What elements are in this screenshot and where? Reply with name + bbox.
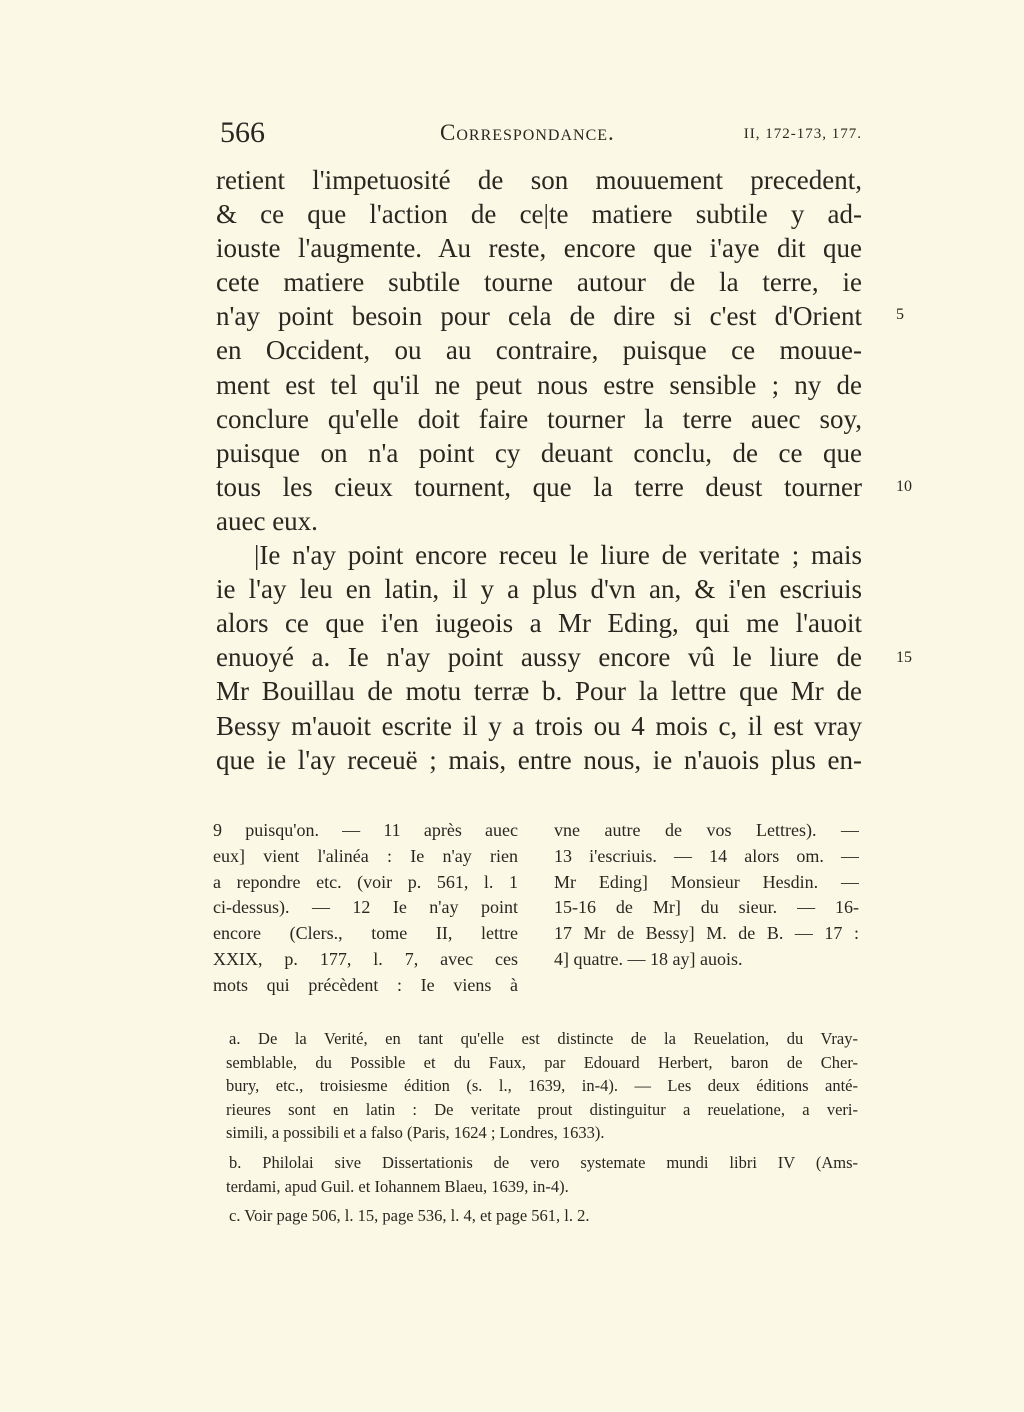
text-line: conclure qu'elle doit faire tourner la terre auec soy, bbox=[216, 403, 862, 434]
text-line: ie l'ay leu en latin, il y a plus d'vn an, & i'en escriuis bbox=[216, 574, 862, 605]
footnote-line: semblable, du Possible et du Faux, par Edouard Herbert, baron de Cher- bbox=[226, 1052, 858, 1072]
source-reference: II, 172-173, 177. bbox=[743, 126, 862, 142]
variant-line: vne autre de vos Lettres). — bbox=[554, 820, 859, 840]
variant-line: Mr Eding] Monsieur Hesdin. — bbox=[554, 871, 859, 892]
text-line: Bessy m'auoit escrite il y a trois ou 4 mois c, il est vray bbox=[216, 710, 862, 741]
footnote-line: b. Philolai sive Dissertationis de vero systemate mundi libri IV (Ams- bbox=[229, 1152, 858, 1172]
footnote-b bbox=[226, 1151, 858, 1198]
variant-line: 13 i'escriuis. — 14 alors om. — bbox=[554, 845, 859, 866]
text-line: & ce que l'action de ce|te matiere subtile y ad- bbox=[216, 199, 862, 230]
footnote-line: a. De la Verité, en tant qu'elle est distincte de la Reuelation, du Vray- bbox=[229, 1029, 858, 1048]
text-line: cete matiere subtile tourne autour de la terre, ie bbox=[216, 267, 862, 298]
variants-left-column bbox=[213, 818, 518, 999]
variant-line: mots qui précèdent : Ie viens à bbox=[213, 974, 518, 995]
variants-right-column bbox=[554, 818, 859, 973]
text-line: n'ay point besoin pour cela de dire si c'est d'Orient bbox=[216, 301, 862, 332]
page-header bbox=[214, 116, 862, 150]
text-line: iouste l'augmente. Au reste, encore que i'aye dit que bbox=[216, 233, 862, 264]
text-line: alors ce que i'en iugeois a Mr Eding, qui me l'auoit bbox=[216, 608, 862, 639]
variant-line: encore (Clers., tome II, lettre bbox=[213, 923, 518, 944]
footnotes bbox=[226, 1027, 858, 1228]
text-line: |Ie n'ay point encore receu le liure de veritate ; mais bbox=[254, 540, 862, 571]
variant-line: a repondre etc. (voir p. 561, l. 1 bbox=[213, 871, 518, 892]
text-line: tous les cieux tournent, que la terre deust tourner bbox=[216, 471, 862, 502]
variant-line: 9 puisqu'on. — 11 après auec bbox=[213, 820, 518, 840]
text-line: puisque on n'a point cy deuant conclu, de ce que bbox=[216, 437, 862, 468]
main-text bbox=[216, 163, 862, 777]
text-line: que ie l'ay receuë ; mais, entre nous, ie n'auois plus en- bbox=[216, 744, 862, 775]
text-line: auec eux. bbox=[216, 505, 318, 536]
line-number-margin: 15 bbox=[896, 649, 912, 666]
text-line: enuoyé a. Ie n'ay point aussy encore vû le liure de bbox=[216, 642, 862, 673]
footnote-line: c. Voir page 506, l. 15, page 536, l. 4, et page 561, l. 2. bbox=[229, 1206, 590, 1226]
footnote-a bbox=[226, 1027, 858, 1145]
variant-line: 15-16 de Mr] du sieur. — 16- bbox=[554, 897, 859, 918]
footnote-line: rieures sont en latin : De veritate prout distinguitur a reuelatione, a veri- bbox=[226, 1099, 858, 1119]
line-number-margin: 5 bbox=[896, 306, 904, 323]
running-title: Correspondance. bbox=[440, 120, 615, 145]
footnote-line: bury, etc., troisiesme édition (s. l., 1639, in-4). — Les deux éditions anté- bbox=[226, 1076, 858, 1096]
footnote-c bbox=[226, 1204, 858, 1228]
text-line: ment est tel qu'il ne peut nous estre sensible ; ny de bbox=[216, 369, 862, 400]
footnote-line: terdami, apud Guil. et Iohannem Blaeu, 1639, in-4). bbox=[226, 1176, 569, 1196]
variant-line: 4] quatre. — 18 ay] auois. bbox=[554, 948, 743, 969]
variant-line: ci-dessus). — 12 Ie n'ay point bbox=[213, 897, 518, 918]
variant-line: eux] vient l'alinéa : Ie n'ay rien bbox=[213, 845, 518, 866]
text-line: en Occident, ou au contraire, puisque ce mouue- bbox=[216, 335, 862, 366]
text-line: retient l'impetuosité de son mouuement precedent, bbox=[216, 165, 862, 195]
text-line: Mr Bouillau de motu terræ b. Pour la lettre que Mr de bbox=[216, 676, 862, 707]
page-number: 566 bbox=[220, 116, 265, 149]
line-number-margin: 10 bbox=[896, 478, 912, 495]
footnote-line: simili, a possibili et a falso (Paris, 1624 ; Londres, 1633). bbox=[226, 1123, 605, 1143]
variant-line: XXIX, p. 177, l. 7, avec ces bbox=[213, 948, 518, 969]
variant-line: 17 Mr de Bessy] M. de B. — 17 : bbox=[554, 923, 859, 944]
